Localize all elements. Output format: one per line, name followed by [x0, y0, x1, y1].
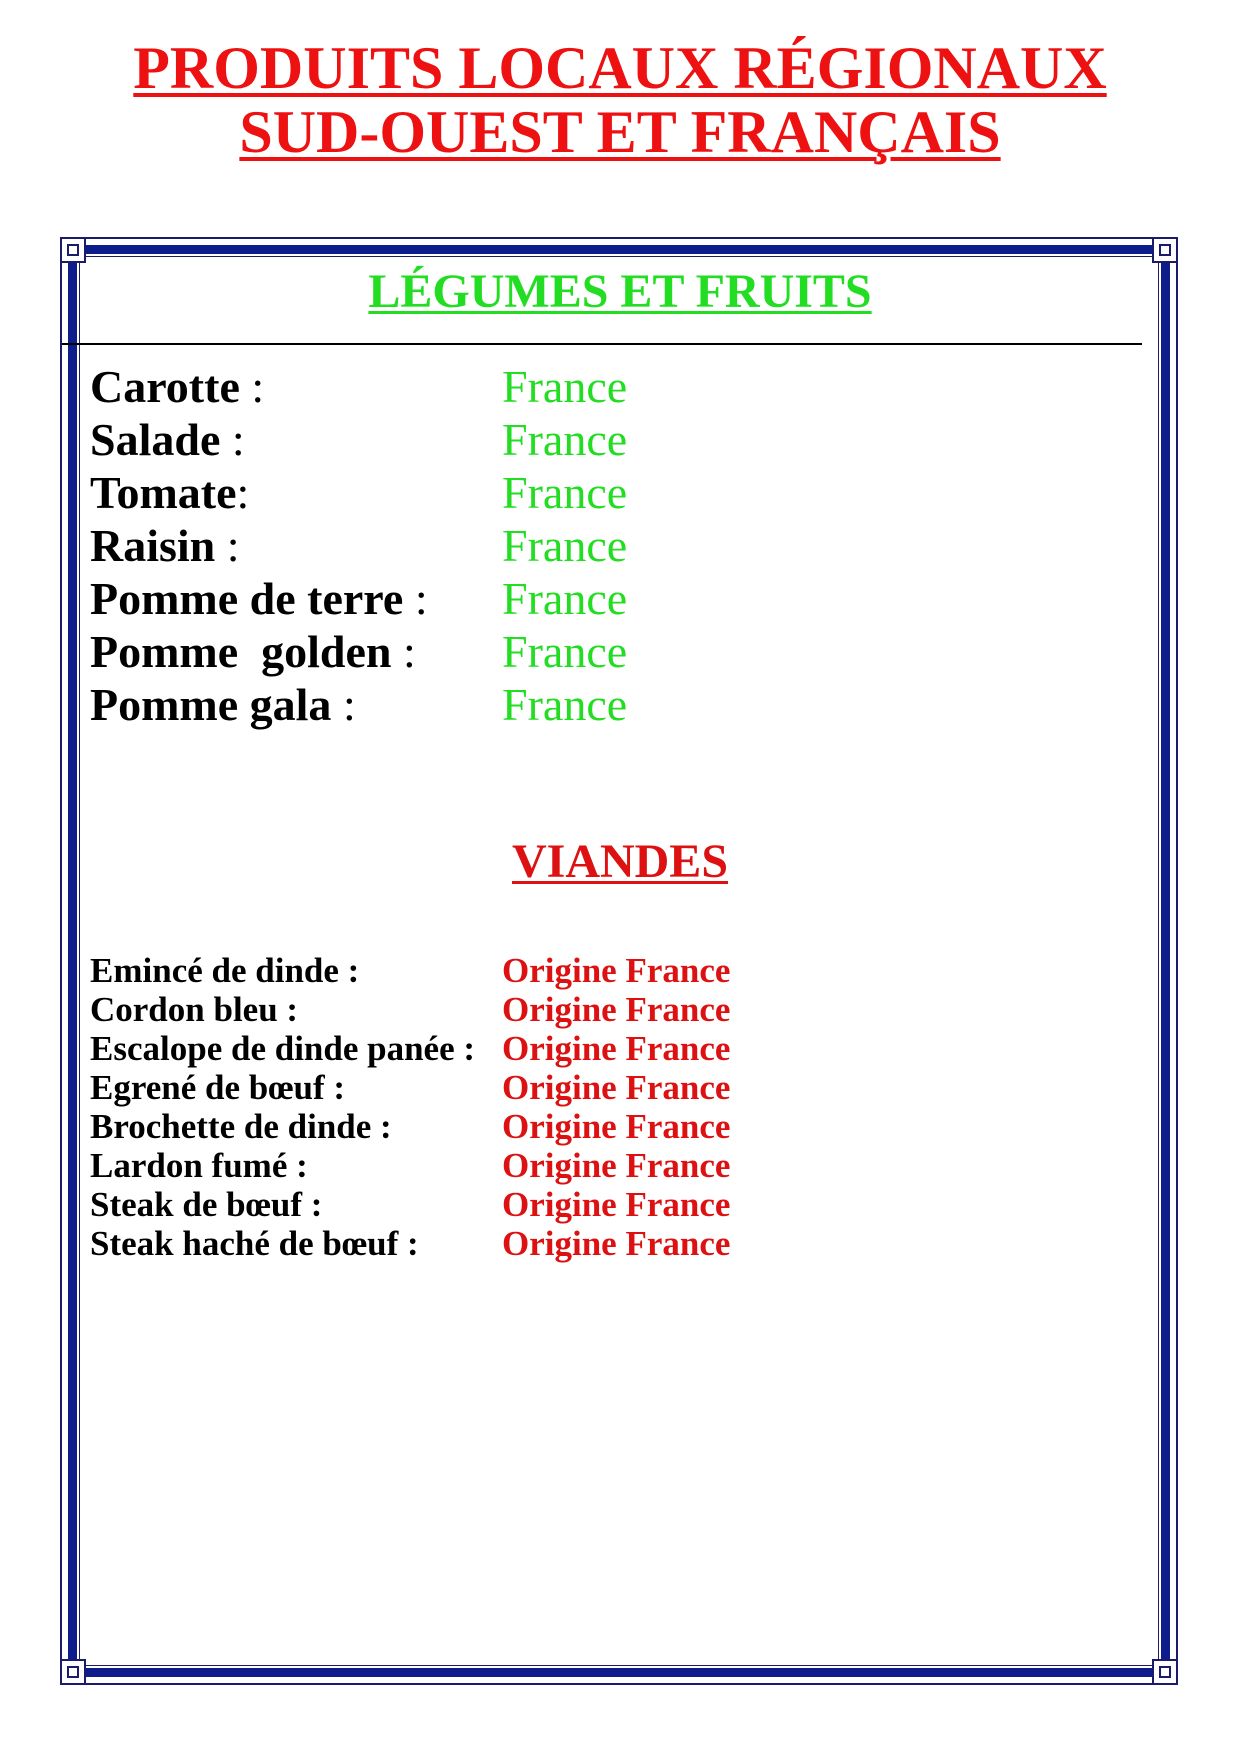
- product-name: Cordon bleu :: [90, 990, 299, 1029]
- product-origin: Origine France: [502, 1107, 731, 1146]
- product-origin: Origine France: [502, 1224, 731, 1263]
- product-origin: France: [502, 626, 628, 677]
- page-title-line-2: SUD-OUEST ET FRANÇAIS: [239, 99, 1001, 165]
- product-name: Steak haché de bœuf :: [90, 1224, 419, 1263]
- list-item: [90, 625, 1130, 678]
- frame-corner-ornament: [1152, 1659, 1178, 1685]
- list-item: [90, 519, 1130, 572]
- product-origin: Origine France: [502, 1029, 731, 1068]
- frame-corner-ornament: [60, 237, 86, 263]
- list-item: [90, 678, 1130, 731]
- frame-corner-ornament: [60, 1659, 86, 1685]
- product-name: Carotte :: [90, 361, 265, 412]
- product-origin: Origine France: [502, 951, 731, 990]
- list-item: [90, 951, 1130, 990]
- list-item: [90, 1068, 1130, 1107]
- frame-corner-ornament: [1152, 237, 1178, 263]
- product-name: Brochette de dinde :: [90, 1107, 392, 1146]
- vegetables-heading: LÉGUMES ET FRUITS: [368, 265, 872, 318]
- product-origin: France: [502, 467, 628, 518]
- product-origin: Origine France: [502, 990, 731, 1029]
- product-name: Escalope de dinde panée :: [90, 1029, 476, 1068]
- list-item: [90, 466, 1130, 519]
- product-origin: France: [502, 573, 628, 624]
- list-item: [90, 990, 1130, 1029]
- product-name: Lardon fumé :: [90, 1146, 308, 1185]
- list-item: [90, 1185, 1130, 1224]
- section-divider: [62, 343, 1142, 345]
- product-origin: France: [502, 361, 628, 412]
- product-name: Pomme de terre :: [90, 573, 428, 624]
- product-origin: Origine France: [502, 1146, 731, 1185]
- page-title-line-1: PRODUITS LOCAUX RÉGIONAUX: [133, 35, 1107, 101]
- product-origin: Origine France: [502, 1185, 731, 1224]
- meats-heading: VIANDES: [511, 835, 729, 888]
- product-name: Tomate:: [90, 467, 250, 518]
- product-origin: France: [502, 414, 628, 465]
- list-item: [90, 572, 1130, 625]
- list-item: [90, 1107, 1130, 1146]
- meats-list: [90, 951, 1130, 1263]
- product-name: Pomme golden :: [90, 626, 416, 677]
- page-title: [0, 36, 1240, 164]
- product-origin: France: [502, 679, 628, 730]
- list-item: [90, 1146, 1130, 1185]
- product-name: Raisin :: [90, 520, 240, 571]
- product-origin: France: [502, 520, 628, 571]
- product-name: Salade :: [90, 414, 245, 465]
- product-name: Pomme gala :: [90, 679, 356, 730]
- product-name: Egrené de bœuf :: [90, 1068, 346, 1107]
- product-name: Steak de bœuf :: [90, 1185, 323, 1224]
- list-item: [90, 1029, 1130, 1068]
- list-item: [90, 1224, 1130, 1263]
- list-item: [90, 413, 1130, 466]
- product-name: Emincé de dinde :: [90, 951, 360, 990]
- product-origin: Origine France: [502, 1068, 731, 1107]
- list-item: [90, 360, 1130, 413]
- vegetables-list: [90, 360, 1130, 731]
